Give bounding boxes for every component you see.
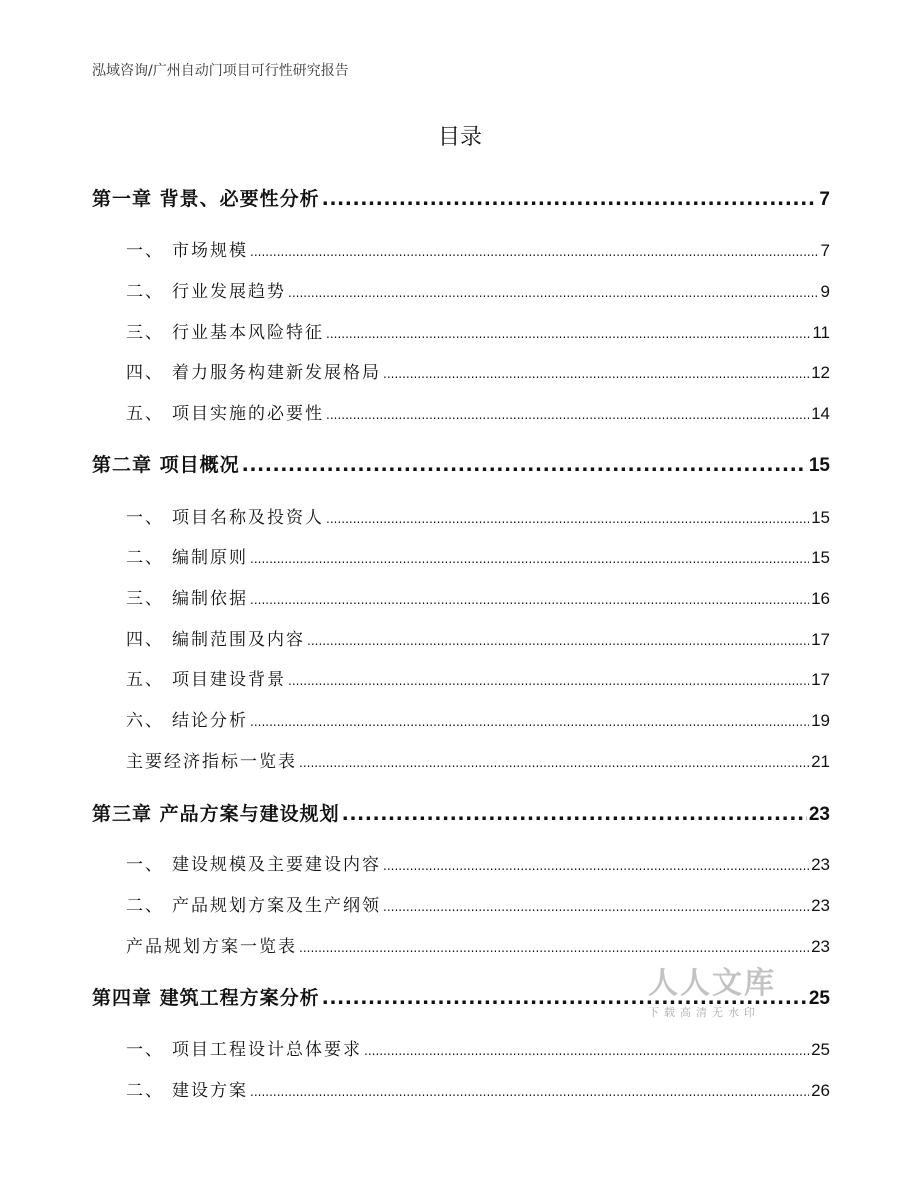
toc-entry-text: 结论分析: [172, 711, 248, 731]
toc-page-number: 15: [811, 508, 830, 527]
running-header: 泓域咨询/广州自动门项目可行性研究报告: [92, 63, 349, 79]
toc-entry-number: 二、: [126, 548, 164, 568]
toc-section-entry[interactable]: [126, 932, 830, 957]
toc-entry-number: 二、: [126, 282, 164, 302]
toc-entry-text: 产品规划方案及生产纲领: [172, 896, 381, 916]
toc-dot-leader: [383, 898, 809, 915]
toc-dot-leader: [250, 713, 809, 730]
toc-entry-number: 一、: [126, 855, 164, 875]
toc-entry-text: 行业发展趋势: [172, 282, 286, 302]
toc-entry-label: [126, 850, 381, 875]
toc-dot-leader: [299, 939, 809, 956]
toc-entry-label: [126, 1076, 248, 1101]
toc-dot-leader: [242, 456, 807, 475]
toc-page-number: 17: [811, 630, 830, 649]
toc-entry-number: 二、: [126, 896, 164, 916]
toc-section-entry[interactable]: [126, 236, 830, 261]
toc-entry-text: 项目建设背景: [172, 670, 286, 690]
toc-entry-number: 五、: [126, 404, 164, 424]
toc-entry-text: 建设规模及主要建设内容: [172, 855, 381, 875]
toc-page-number: 7: [820, 241, 830, 260]
toc-entry-text: 项目工程设计总体要求: [172, 1040, 362, 1060]
toc-section-entry[interactable]: [126, 747, 830, 772]
toc-dot-leader: [299, 754, 809, 771]
toc-dot-leader: [250, 550, 809, 567]
toc-section-entry[interactable]: [126, 358, 830, 383]
toc-page-number: 7: [819, 189, 830, 210]
toc-entry-text: 项目名称及投资人: [172, 508, 324, 528]
toc-entry-label: [126, 318, 324, 343]
toc-entry-label: [126, 665, 286, 690]
toc-section-entry[interactable]: [126, 1076, 830, 1101]
toc-page-number: 17: [811, 670, 830, 689]
toc-section-entry[interactable]: [126, 625, 830, 650]
toc-section-entry[interactable]: [126, 706, 830, 731]
toc-entry-label: [126, 277, 286, 302]
toc-page-number: 25: [811, 1040, 830, 1059]
toc-page-number: 26: [811, 1081, 830, 1100]
toc-entry-number: 二、: [126, 1081, 164, 1101]
toc-dot-leader: [288, 284, 819, 301]
toc-entry-number: 四、: [126, 630, 164, 650]
toc-entry-label: [92, 450, 240, 477]
toc-page-number: 23: [811, 896, 830, 915]
toc-entry-text: 编制原则: [172, 548, 248, 568]
toc-entry-label: [92, 983, 320, 1010]
toc-entry-label: [126, 1035, 362, 1060]
watermark-caption: 下载高清无水印: [648, 1006, 760, 1019]
toc-entry-number: 四、: [126, 363, 164, 383]
toc-dot-leader: [326, 406, 809, 423]
toc-entry-label: [126, 584, 248, 609]
toc-page-number: 14: [811, 404, 830, 423]
toc-entry-text: 市场规模: [172, 241, 248, 261]
toc-entry-label: [92, 799, 340, 826]
toc-section-entry[interactable]: [126, 503, 830, 528]
toc-page-number: 11: [812, 323, 830, 342]
toc-chapter-entry[interactable]: [92, 799, 830, 826]
toc-entry-text: 第二章 项目概况: [92, 454, 240, 476]
toc-entry-text: 着力服务构建新发展格局: [172, 363, 381, 383]
toc-section-entry[interactable]: [126, 891, 830, 916]
toc-entry-label: [92, 184, 320, 211]
toc-dot-leader: [342, 805, 807, 824]
watermark: [648, 958, 788, 1020]
toc-page-number: 9: [820, 282, 830, 301]
toc-dot-leader: [250, 243, 819, 260]
toc-entry-label: [126, 891, 381, 916]
toc-entry-label: [126, 625, 305, 650]
toc-page-number: 19: [811, 711, 830, 730]
toc-entry-label: [126, 358, 381, 383]
toc-entry-number: 六、: [126, 711, 164, 731]
toc-dot-leader: [383, 365, 809, 382]
toc-dot-leader: [307, 632, 809, 649]
toc-entry-label: [126, 236, 248, 261]
toc-page-number: 23: [811, 937, 830, 956]
toc-dot-leader: [250, 591, 809, 608]
toc-page-number: 15: [808, 455, 830, 476]
toc-entry-text: 第三章 产品方案与建设规划: [92, 803, 340, 825]
toc-entry-text: 编制依据: [172, 589, 248, 609]
toc-section-entry[interactable]: [126, 318, 830, 343]
toc-page-number: 25: [808, 988, 830, 1009]
toc-entry-text: 产品规划方案一览表: [126, 937, 297, 957]
toc-dot-leader: [326, 510, 809, 527]
toc-entry-label: [126, 706, 248, 731]
toc-section-entry[interactable]: [126, 1035, 830, 1060]
toc-entry-text: 编制范围及内容: [172, 630, 305, 650]
toc-section-entry[interactable]: [126, 584, 830, 609]
toc-entry-number: 一、: [126, 1040, 164, 1060]
toc-section-entry[interactable]: [126, 665, 830, 690]
toc-entry-label: [126, 543, 248, 568]
toc-page-number: 12: [811, 363, 830, 382]
toc-entry-text: 建设方案: [172, 1081, 248, 1101]
toc-entry-number: 五、: [126, 670, 164, 690]
toc-entry-label: [126, 932, 297, 957]
toc-dot-leader: [288, 672, 809, 689]
toc-section-entry[interactable]: [126, 850, 830, 875]
toc-page-number: 16: [811, 589, 830, 608]
toc-section-entry[interactable]: [126, 399, 830, 424]
toc-chapter-entry[interactable]: [92, 450, 830, 477]
toc-chapter-entry[interactable]: [92, 184, 830, 211]
toc-entry-number: 三、: [126, 323, 164, 343]
toc-dot-leader: [326, 325, 810, 342]
toc-section-entry[interactable]: [126, 277, 830, 302]
toc-entry-text: 项目实施的必要性: [172, 404, 324, 424]
toc-dot-leader: [364, 1042, 809, 1059]
toc-entry-label: [126, 503, 324, 528]
toc-entry-label: [126, 399, 324, 424]
toc-entry-text: 主要经济指标一览表: [126, 752, 297, 772]
toc-page-number: 15: [811, 548, 830, 567]
toc-page-number: 23: [808, 804, 830, 825]
toc-entry-number: 一、: [126, 241, 164, 261]
toc-entry-text: 第一章 背景、必要性分析: [92, 188, 320, 210]
toc-entry-number: 三、: [126, 589, 164, 609]
toc-title: 目录: [437, 125, 482, 150]
toc-page-number: 23: [811, 855, 830, 874]
toc-dot-leader: [322, 190, 818, 209]
toc-entry-text: 行业基本风险特征: [172, 323, 324, 343]
toc-entry-label: [126, 747, 297, 772]
toc-section-entry[interactable]: [126, 543, 830, 568]
toc-entry-text: 第四章 建筑工程方案分析: [92, 987, 320, 1009]
toc-page-number: 21: [811, 752, 830, 771]
toc-dot-leader: [250, 1083, 809, 1100]
toc-dot-leader: [383, 857, 809, 874]
watermark-logo-text: 人人文库: [648, 966, 776, 1001]
toc-entry-number: 一、: [126, 508, 164, 528]
